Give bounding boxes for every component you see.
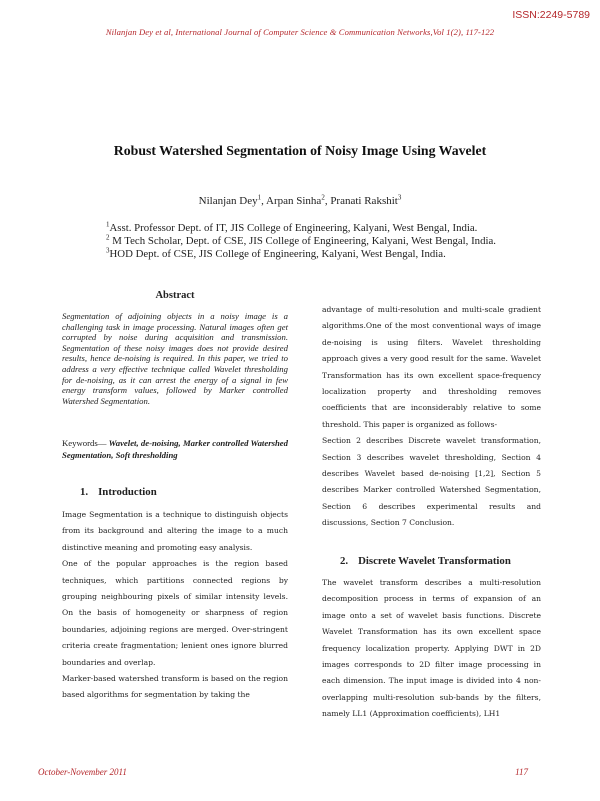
section-title: Discrete Wavelet Transformation — [358, 555, 511, 567]
introduction-continued — [322, 302, 541, 532]
section-1-heading — [80, 486, 157, 498]
journal-header: Nilanjan Dey et al, International Journal of Computer Science & Communication Networks,Vol 1(2), 117-122 — [105, 27, 495, 37]
affiliation-text: M Tech Scholar, Dept. of CSE, JIS College of Engineering, Kalyani, West Bengal, India. — [109, 235, 496, 248]
abstract-heading: Abstract — [155, 290, 195, 301]
keywords-label: Keywords— — [62, 438, 109, 448]
affiliation-line — [106, 222, 496, 235]
author-sep: , — [261, 195, 267, 207]
paragraph: Marker-based watershed transform is based on the region based algorithms for segmentation by taking the — [62, 674, 288, 700]
affiliation-sup: 3 — [106, 246, 110, 255]
section-number: 2. — [340, 555, 349, 567]
paragraph: advantage of multi-resolution and multi-scale gradient algorithms.One of the most conventional ways of image de-noising is using filters. Wavelet thresholding approach gives a very good result for the same. Wavelet Transformation has its own excellent space-frequency localization property and thresholding removes coefficients that are inconsiderably relative to some threshold. This paper is organized as follows- — [322, 305, 541, 429]
author-sup: 3 — [397, 193, 402, 202]
author-name: Pranati Rakshit — [330, 195, 398, 207]
affiliation-sup: 2 — [106, 233, 110, 242]
paragraph: Image Segmentation is a technique to distinguish objects from its background and altering the image to a much distinctive meaning and promoting easy analysis. — [62, 510, 288, 552]
dwt-body — [322, 575, 541, 723]
author-list — [0, 195, 600, 207]
section-2-heading — [340, 555, 511, 567]
author-sep: , — [324, 195, 331, 207]
section-title: Introduction — [98, 486, 157, 498]
abstract-text: Segmentation of adjoining objects in a noisy image is a challenging task in image processing. Natural images often get corrupted by noise during acquisition and transmission. Segmentation of these noisy images does not provide desired results, hence de-noising is required. In this paper, we tried to address a very effective technique called Wavelet thresholding for de-noising, as it can arrest the energy of a signal in few energy transform values, followed by Marker controlled Watershed Segmentation. — [62, 311, 288, 406]
keywords — [62, 437, 288, 461]
affiliations — [106, 222, 496, 262]
introduction-body — [62, 507, 288, 704]
paragraph: Section 2 describes Discrete wavelet transformation, Section 3 describes wavelet thresholding, Section 4 describes Wavelet based de-noising [1,2], Section 5 describes Marker controlled Watershed Segmentation, Section 6 describes experimental results and discussions, Section 7 Conclusion. — [322, 436, 541, 528]
affiliation-line — [106, 248, 496, 261]
footer-date: October-November 2011 — [38, 767, 127, 777]
affiliation-text: HOD Dept. of CSE, JIS College of Engineering, Kalyani, West Bengal, India. — [109, 248, 446, 261]
paragraph: The wavelet transform describes a multi-resolution decomposition process in terms of expansion of an image onto a set of wavelet basis functions. Discrete Wavelet Transformation has its own excellent space frequency localization property. Applying DWT in 2D images corresponds to 2D filter image processing in each dimension. The input image is divided into 4 non-overlapping multi-resolution sub-bands by the filters, namely LL1 (Approximation coefficients), LH1 — [322, 578, 541, 719]
affiliation-sup: 1 — [106, 220, 110, 229]
issn-label: ISSN:2249-5789 — [512, 9, 590, 21]
author-name: Nilanjan Dey — [198, 195, 258, 207]
paragraph: One of the popular approaches is the region based techniques, which partitions connected regions by grouping neighbouring pixels of similar intensity levels. On the basis of homogeneity or sharpness of region boundaries, adjoining regions are merged. Over-stringent criteria create fragmentation; lenient ones ignore blurred boundaries and overlap. — [62, 559, 288, 667]
page-number: 117 — [515, 767, 528, 777]
affiliation-line — [106, 235, 496, 248]
affiliation-text: Asst. Professor Dept. of IT, JIS College of Engineering, Kalyani, West Bengal, India. — [109, 222, 478, 234]
keywords-text: Wavelet, de-noising, Marker controlled Watershed Segmentation, Soft thresholding — [62, 438, 288, 460]
section-number: 1. — [80, 486, 89, 498]
author-name: Arpan Sinha — [266, 195, 322, 207]
author-sup: 2 — [321, 193, 325, 202]
author-sup: 1 — [257, 193, 262, 202]
paper-title: Robust Watershed Segmentation of Noisy Image Using Wavelet — [113, 143, 487, 158]
